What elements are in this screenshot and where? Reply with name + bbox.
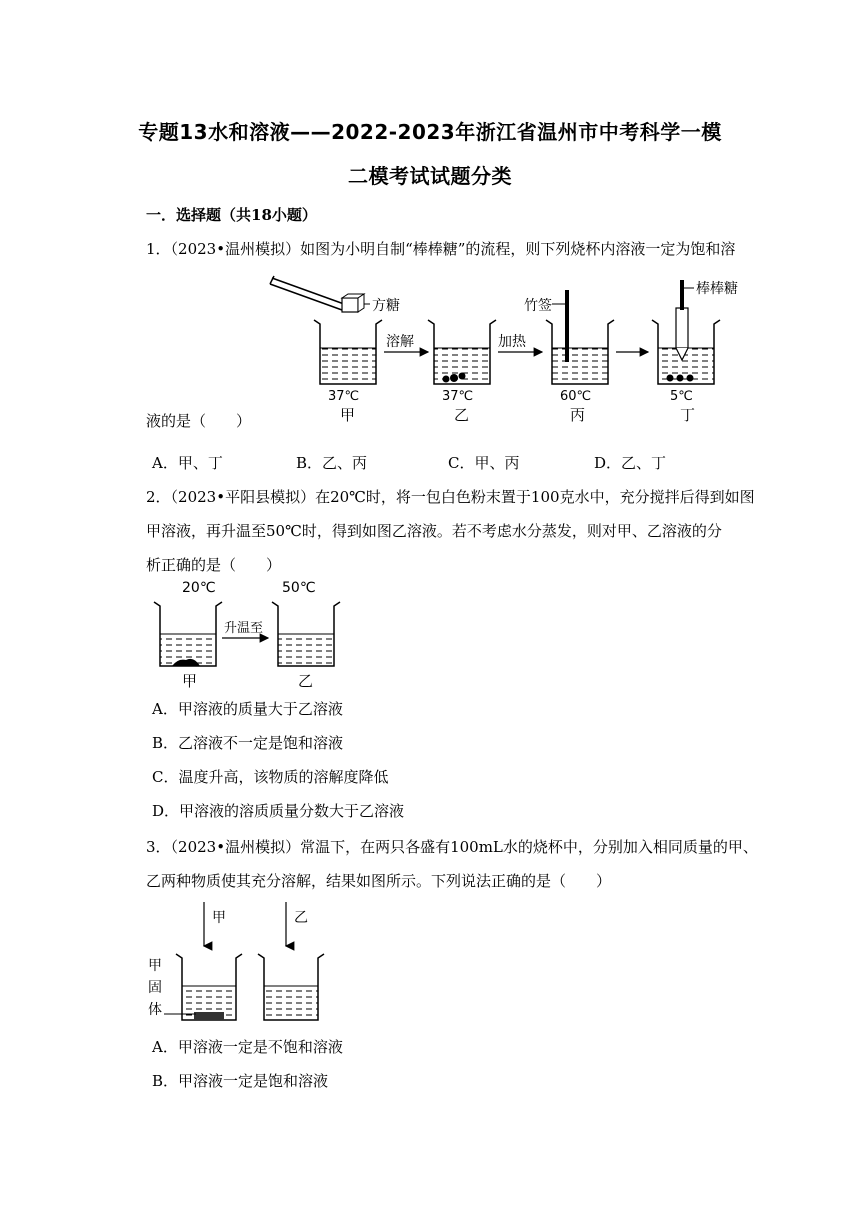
q2-option-d: D．甲溶液的溶质质量分数大于乙溶液 xyxy=(152,802,405,820)
q2-option-c: C．温度升高，该物质的溶解度降低 xyxy=(152,768,389,786)
q2-temp-50: 50℃ xyxy=(282,580,316,596)
label-sugar-cube: 方糖 xyxy=(372,298,400,314)
q3-beaker-yi xyxy=(258,954,324,1020)
q3-beaker-jia xyxy=(176,954,242,1020)
q2-figure xyxy=(146,576,376,694)
q3-label-yi: 乙 xyxy=(294,910,308,926)
q2-option-b: B．乙溶液不一定是饱和溶液 xyxy=(152,734,344,752)
q2-stem-line1: 2．（2023•平阳县模拟）在20℃时，将一包白色粉末置于100克水中，充分搅拌后得到如图 xyxy=(146,488,755,506)
q2-stem-line3: 析正确的是（ ） xyxy=(146,556,282,574)
q3-stem-line1: 3．（2023•温州模拟）常温下，在两只各盛有100mL水的烧杯中，分别加入相同质量的甲、 xyxy=(146,838,758,856)
q2-temp-20: 20℃ xyxy=(182,580,216,596)
q2-name-jia: 甲 xyxy=(182,672,198,690)
beaker-jia-name: 甲 xyxy=(340,406,356,424)
q3-solid-label-2: 固 xyxy=(148,980,162,996)
q1-stem-line1: 1．（2023•温州模拟）如图为小明自制“棒棒糖”的流程，则下列烧杯内溶液一定为饱和溶 xyxy=(146,240,736,258)
beaker-yi-temp: 37℃ xyxy=(442,389,474,404)
q3-figure xyxy=(146,898,326,1026)
section-heading: 一．选择题（共18小题） xyxy=(146,206,317,224)
q1-option-c: C．甲、丙 xyxy=(448,454,520,472)
label-lollipop: 棒棒糖 xyxy=(696,281,738,297)
label-bamboo-stick: 竹签 xyxy=(524,298,552,314)
label-heat: 加热 xyxy=(498,334,526,350)
q2-label-heat-to: 升温至 xyxy=(224,621,264,636)
q3-option-b: B．甲溶液一定是饱和溶液 xyxy=(152,1072,329,1090)
tongs-icon xyxy=(270,276,344,310)
sugar-cube-icon xyxy=(342,294,364,312)
q2-beaker-yi xyxy=(272,602,340,666)
q2-option-a: A．甲溶液的质量大于乙溶液 xyxy=(152,700,343,718)
q1-figure xyxy=(262,268,782,433)
beaker-jia xyxy=(314,320,382,384)
q3-option-a: A．甲溶液一定是不饱和溶液 xyxy=(152,1038,343,1056)
q1-option-d: D．乙、丁 xyxy=(594,454,667,472)
label-dissolve: 溶解 xyxy=(386,334,414,350)
beaker-bing-name: 丙 xyxy=(570,406,586,424)
q3-solid-label-1: 甲 xyxy=(148,958,162,974)
beaker-yi xyxy=(428,320,496,384)
q1-stem-line2: 液的是（ ） xyxy=(146,412,252,430)
beaker-bing-temp: 60℃ xyxy=(560,389,592,404)
beaker-yi-name: 乙 xyxy=(454,406,470,424)
document-title-line1: 专题13水和溶液——2022-2023年浙江省温州市中考科学一模 xyxy=(138,120,722,144)
beaker-ding-temp: 5℃ xyxy=(670,389,693,404)
q3-label-jia: 甲 xyxy=(212,910,226,926)
beaker-jia-temp: 37℃ xyxy=(328,389,360,404)
q3-stem-line2: 乙两种物质使其充分溶解，结果如图所示。下列说法正确的是（ ） xyxy=(146,872,612,890)
q2-beaker-jia xyxy=(154,602,222,666)
q1-option-a: A．甲、丁 xyxy=(152,454,223,472)
q2-stem-line2: 甲溶液，再升温至50℃时，得到如图乙溶液。若不考虑水分蒸发，则对甲、乙溶液的分 xyxy=(146,522,722,540)
document-title-line2: 二模考试试题分类 xyxy=(348,164,512,188)
q1-option-b: B．乙、丙 xyxy=(296,454,368,472)
q2-name-yi: 乙 xyxy=(298,672,314,690)
q3-solid-label-3: 体 xyxy=(148,1002,162,1018)
beaker-ding-name: 丁 xyxy=(680,406,696,424)
